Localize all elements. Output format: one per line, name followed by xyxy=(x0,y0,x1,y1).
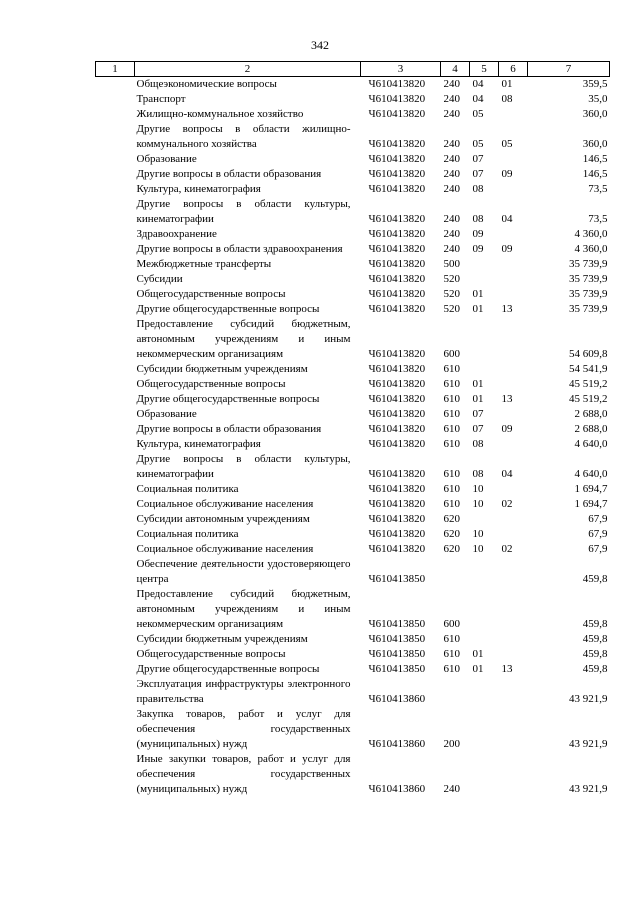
cell-name: Общегосударственные вопросы xyxy=(136,648,286,660)
cell-vr: 240 xyxy=(443,228,460,240)
cell-name: Субсидии бюджетным учреждениям xyxy=(136,633,308,645)
cell-empty xyxy=(96,152,135,167)
cell-rz: 07 xyxy=(472,153,484,165)
cell-code: Ч610413820 xyxy=(368,393,426,405)
cell-name: Субсидии бюджетным учреждениям xyxy=(136,363,308,375)
cell-rz xyxy=(470,557,499,587)
cell-empty xyxy=(96,167,135,182)
cell-pr xyxy=(499,632,528,647)
cell-pr xyxy=(499,317,528,362)
cell-rz: 10 xyxy=(472,498,484,510)
cell-amount: 1 694,7 xyxy=(574,498,608,510)
cell-name: Предоставление субсидий бюджетным, автономным учреждениям и иным некоммерческим организациям xyxy=(136,588,351,630)
cell-pr xyxy=(499,107,528,122)
cell-amount: 45 519,2 xyxy=(569,393,608,405)
cell-amount: 35,0 xyxy=(588,93,608,105)
table-row xyxy=(96,422,610,437)
table-row xyxy=(96,662,610,677)
cell-empty xyxy=(96,377,135,392)
cell-vr: 610 xyxy=(443,393,460,405)
cell-vr: 240 xyxy=(443,108,460,120)
cell-pr: 02 xyxy=(501,498,513,510)
cell-empty xyxy=(96,542,135,557)
table-row xyxy=(96,302,610,317)
cell-code: Ч610413850 xyxy=(368,573,426,585)
budget-table xyxy=(95,61,610,797)
cell-pr xyxy=(499,587,528,632)
cell-pr xyxy=(499,152,528,167)
cell-vr: 240 xyxy=(443,168,460,180)
cell-pr xyxy=(499,362,528,377)
table-row xyxy=(96,122,610,152)
column-header-5: 5 xyxy=(470,62,499,77)
cell-code: Ч610413820 xyxy=(368,408,426,420)
cell-empty xyxy=(96,287,135,302)
cell-amount: 73,5 xyxy=(588,213,608,225)
table-row xyxy=(96,242,610,257)
cell-vr: 610 xyxy=(443,483,460,495)
cell-pr xyxy=(499,182,528,197)
cell-rz: 04 xyxy=(472,78,484,90)
cell-empty xyxy=(96,422,135,437)
cell-rz: 08 xyxy=(472,468,484,480)
cell-vr xyxy=(441,677,470,707)
cell-amount: 459,8 xyxy=(582,573,608,585)
cell-pr xyxy=(499,227,528,242)
cell-amount: 67,9 xyxy=(588,513,608,525)
cell-empty xyxy=(96,452,135,482)
cell-vr: 240 xyxy=(443,243,460,255)
cell-amount: 67,9 xyxy=(588,528,608,540)
cell-empty xyxy=(96,707,135,752)
cell-name: Образование xyxy=(136,408,197,420)
cell-code: Ч610413820 xyxy=(368,348,426,360)
cell-rz: 09 xyxy=(472,228,484,240)
table-row xyxy=(96,152,610,167)
cell-rz: 08 xyxy=(472,183,484,195)
cell-vr: 610 xyxy=(443,378,460,390)
cell-code: Ч610413860 xyxy=(368,693,426,705)
cell-name: Другие вопросы в области культуры, кинематографии xyxy=(136,453,351,480)
cell-pr xyxy=(499,377,528,392)
table-row xyxy=(96,452,610,482)
cell-name: Другие вопросы в области здравоохранения xyxy=(136,243,343,255)
cell-rz: 07 xyxy=(472,408,484,420)
cell-rz: 01 xyxy=(472,378,484,390)
cell-vr: 610 xyxy=(443,423,460,435)
cell-vr: 600 xyxy=(443,348,460,360)
cell-vr: 610 xyxy=(443,468,460,480)
cell-name: Субсидии автономным учреждениям xyxy=(136,513,310,525)
table-row xyxy=(96,362,610,377)
table-row xyxy=(96,257,610,272)
cell-amount: 54 609,8 xyxy=(569,348,608,360)
table-row xyxy=(96,167,610,182)
cell-vr: 610 xyxy=(443,438,460,450)
cell-rz xyxy=(470,707,499,752)
table-row xyxy=(96,227,610,242)
cell-name: Другие вопросы в области образования xyxy=(136,168,322,180)
cell-name: Жилищно-коммунальное хозяйство xyxy=(136,108,304,120)
page-number: 342 xyxy=(311,38,329,52)
cell-pr: 13 xyxy=(501,303,513,315)
cell-name: Образование xyxy=(136,153,197,165)
cell-empty xyxy=(96,677,135,707)
table-header-row xyxy=(96,62,610,77)
table-row xyxy=(96,317,610,362)
table-row xyxy=(96,197,610,227)
cell-rz: 05 xyxy=(472,108,484,120)
table-row xyxy=(96,527,610,542)
cell-empty xyxy=(96,107,135,122)
cell-code: Ч610413820 xyxy=(368,183,426,195)
cell-rz: 08 xyxy=(472,213,484,225)
cell-empty xyxy=(96,557,135,587)
cell-pr xyxy=(499,272,528,287)
cell-code: Ч610413820 xyxy=(368,138,426,150)
cell-pr: 09 xyxy=(501,423,513,435)
cell-code: Ч610413820 xyxy=(368,273,426,285)
cell-empty xyxy=(96,362,135,377)
cell-amount: 35 739,9 xyxy=(569,273,608,285)
table-row xyxy=(96,437,610,452)
cell-rz: 05 xyxy=(472,138,484,150)
cell-name: Другие общегосударственные вопросы xyxy=(136,393,320,405)
table-row xyxy=(96,272,610,287)
cell-vr: 610 xyxy=(443,363,460,375)
cell-pr xyxy=(499,557,528,587)
cell-pr: 01 xyxy=(501,78,513,90)
cell-name: Социальное обслуживание населения xyxy=(136,543,314,555)
cell-code: Ч610413860 xyxy=(368,783,426,795)
cell-vr: 240 xyxy=(443,93,460,105)
table-row xyxy=(96,92,610,107)
table-row xyxy=(96,392,610,407)
table-row xyxy=(96,752,610,797)
cell-name: Общеэкономические вопросы xyxy=(136,78,277,90)
cell-empty xyxy=(96,302,135,317)
table-row xyxy=(96,512,610,527)
cell-name: Обеспечение деятельности удостоверяющего центра xyxy=(136,558,351,585)
cell-rz: 01 xyxy=(472,303,484,315)
cell-code: Ч610413850 xyxy=(368,633,426,645)
cell-vr: 610 xyxy=(443,498,460,510)
cell-amount: 4 360,0 xyxy=(574,228,608,240)
cell-name: Другие вопросы в области образования xyxy=(136,423,322,435)
table-row xyxy=(96,542,610,557)
cell-vr: 240 xyxy=(443,213,460,225)
cell-empty xyxy=(96,497,135,512)
cell-rz xyxy=(470,512,499,527)
table-row xyxy=(96,407,610,422)
cell-pr: 08 xyxy=(501,93,513,105)
cell-empty xyxy=(96,77,135,93)
cell-code: Ч610413820 xyxy=(368,93,426,105)
cell-code: Ч610413820 xyxy=(368,363,426,375)
cell-empty xyxy=(96,482,135,497)
table-row xyxy=(96,377,610,392)
cell-name: Другие вопросы в области культуры, кинематографии xyxy=(136,198,351,225)
column-header-6: 6 xyxy=(499,62,528,77)
cell-amount: 4 640,0 xyxy=(574,438,608,450)
cell-amount: 2 688,0 xyxy=(574,423,608,435)
cell-name: Транспорт xyxy=(136,93,186,105)
table-row xyxy=(96,557,610,587)
cell-rz xyxy=(470,257,499,272)
cell-amount: 43 921,9 xyxy=(569,783,608,795)
table-body xyxy=(96,77,610,798)
cell-pr xyxy=(499,677,528,707)
cell-code: Ч610413820 xyxy=(368,423,426,435)
cell-amount: 35 739,9 xyxy=(569,258,608,270)
cell-code: Ч610413820 xyxy=(368,78,426,90)
cell-amount: 43 921,9 xyxy=(569,738,608,750)
cell-empty xyxy=(96,257,135,272)
cell-amount: 4 360,0 xyxy=(574,243,608,255)
cell-vr: 240 xyxy=(443,78,460,90)
cell-rz: 08 xyxy=(472,438,484,450)
cell-amount: 1 694,7 xyxy=(574,483,608,495)
cell-name: Другие вопросы в области жилищно-коммунального хозяйства xyxy=(136,123,351,150)
cell-rz xyxy=(470,272,499,287)
cell-pr: 02 xyxy=(501,543,513,555)
cell-pr xyxy=(499,257,528,272)
cell-vr: 610 xyxy=(443,633,460,645)
cell-empty xyxy=(96,317,135,362)
cell-code: Ч610413820 xyxy=(368,108,426,120)
cell-name: Другие общегосударственные вопросы xyxy=(136,303,320,315)
cell-rz xyxy=(470,317,499,362)
cell-name: Культура, кинематография xyxy=(136,438,261,450)
cell-name: Предоставление субсидий бюджетным, автономным учреждениям и иным некоммерческим организациям xyxy=(136,318,351,360)
column-header-3: 3 xyxy=(361,62,441,77)
cell-name: Культура, кинематография xyxy=(136,183,261,195)
table-row xyxy=(96,482,610,497)
cell-amount: 459,8 xyxy=(582,633,608,645)
column-header-2: 2 xyxy=(135,62,361,77)
cell-amount: 146,5 xyxy=(582,168,608,180)
cell-amount: 2 688,0 xyxy=(574,408,608,420)
cell-empty xyxy=(96,662,135,677)
cell-name: Другие общегосударственные вопросы xyxy=(136,663,320,675)
cell-amount: 459,8 xyxy=(582,663,608,675)
cell-vr: 240 xyxy=(443,153,460,165)
cell-name: Социальная политика xyxy=(136,483,239,495)
cell-pr xyxy=(499,437,528,452)
table-row xyxy=(96,632,610,647)
cell-rz: 01 xyxy=(472,288,484,300)
cell-amount: 459,8 xyxy=(582,618,608,630)
cell-empty xyxy=(96,752,135,797)
cell-code: Ч610413820 xyxy=(368,528,426,540)
cell-code: Ч610413820 xyxy=(368,513,426,525)
cell-name: Общегосударственные вопросы xyxy=(136,378,286,390)
cell-rz: 01 xyxy=(472,648,484,660)
cell-code: Ч610413820 xyxy=(368,303,426,315)
cell-amount: 43 921,9 xyxy=(569,693,608,705)
cell-rz: 10 xyxy=(472,543,484,555)
cell-code: Ч610413820 xyxy=(368,168,426,180)
cell-pr xyxy=(499,482,528,497)
cell-amount: 146,5 xyxy=(582,153,608,165)
cell-rz xyxy=(470,362,499,377)
cell-name: Закупка товаров, работ и услуг для обеспечения государственных (муниципальных) нужд xyxy=(136,708,351,750)
cell-empty xyxy=(96,647,135,662)
cell-code: Ч610413820 xyxy=(368,228,426,240)
cell-vr xyxy=(441,557,470,587)
cell-empty xyxy=(96,632,135,647)
cell-code: Ч610413820 xyxy=(368,288,426,300)
cell-empty xyxy=(96,512,135,527)
cell-code: Ч610413820 xyxy=(368,483,426,495)
cell-vr: 240 xyxy=(443,783,460,795)
cell-pr: 05 xyxy=(501,138,513,150)
cell-rz: 01 xyxy=(472,663,484,675)
cell-name: Межбюджетные трансферты xyxy=(136,258,272,270)
cell-pr xyxy=(499,407,528,422)
table-row xyxy=(96,707,610,752)
column-header-4: 4 xyxy=(441,62,470,77)
cell-pr: 13 xyxy=(501,393,513,405)
cell-amount: 35 739,9 xyxy=(569,303,608,315)
cell-pr xyxy=(499,527,528,542)
cell-amount: 360,0 xyxy=(582,108,608,120)
cell-rz: 01 xyxy=(472,393,484,405)
table-row xyxy=(96,497,610,512)
table-row xyxy=(96,182,610,197)
cell-code: Ч610413820 xyxy=(368,243,426,255)
cell-empty xyxy=(96,197,135,227)
cell-rz xyxy=(470,677,499,707)
cell-empty xyxy=(96,182,135,197)
cell-pr xyxy=(499,647,528,662)
cell-rz: 07 xyxy=(472,168,484,180)
table-row xyxy=(96,107,610,122)
cell-vr: 600 xyxy=(443,618,460,630)
cell-empty xyxy=(96,227,135,242)
cell-amount: 54 541,9 xyxy=(569,363,608,375)
cell-vr: 610 xyxy=(443,648,460,660)
cell-pr xyxy=(499,752,528,797)
cell-code: Ч610413850 xyxy=(368,618,426,630)
cell-vr: 610 xyxy=(443,408,460,420)
table-row xyxy=(96,647,610,662)
table-row xyxy=(96,287,610,302)
cell-code: Ч610413820 xyxy=(368,543,426,555)
cell-empty xyxy=(96,92,135,107)
cell-vr: 610 xyxy=(443,663,460,675)
cell-name: Социальная политика xyxy=(136,528,239,540)
table-row xyxy=(96,587,610,632)
cell-vr: 520 xyxy=(443,303,460,315)
cell-name: Эксплуатация инфраструктуры электронного правительства xyxy=(136,678,351,705)
cell-amount: 45 519,2 xyxy=(569,378,608,390)
cell-amount: 35 739,9 xyxy=(569,288,608,300)
cell-code: Ч610413820 xyxy=(368,498,426,510)
cell-amount: 459,8 xyxy=(582,648,608,660)
cell-rz: 04 xyxy=(472,93,484,105)
cell-code: Ч610413820 xyxy=(368,378,426,390)
cell-name: Здравоохранение xyxy=(136,228,217,240)
cell-pr: 04 xyxy=(501,213,513,225)
cell-pr xyxy=(499,707,528,752)
cell-vr: 200 xyxy=(443,738,460,750)
cell-code: Ч610413850 xyxy=(368,648,426,660)
cell-vr: 520 xyxy=(443,288,460,300)
cell-pr: 04 xyxy=(501,468,513,480)
cell-code: Ч610413820 xyxy=(368,153,426,165)
cell-vr: 620 xyxy=(443,543,460,555)
cell-vr: 500 xyxy=(443,258,460,270)
cell-vr: 620 xyxy=(443,528,460,540)
cell-code: Ч610413820 xyxy=(368,468,426,480)
cell-rz: 07 xyxy=(472,423,484,435)
cell-empty xyxy=(96,527,135,542)
cell-rz xyxy=(470,587,499,632)
cell-rz: 10 xyxy=(472,483,484,495)
cell-amount: 360,0 xyxy=(582,138,608,150)
cell-name: Общегосударственные вопросы xyxy=(136,288,286,300)
cell-empty xyxy=(96,437,135,452)
table-row xyxy=(96,677,610,707)
cell-amount: 359,5 xyxy=(582,78,608,90)
cell-rz: 10 xyxy=(472,528,484,540)
cell-pr: 09 xyxy=(501,168,513,180)
cell-code: Ч610413820 xyxy=(368,258,426,270)
cell-amount: 73,5 xyxy=(588,183,608,195)
cell-vr: 520 xyxy=(443,273,460,285)
cell-pr: 13 xyxy=(501,663,513,675)
cell-name: Субсидии xyxy=(136,273,183,285)
cell-empty xyxy=(96,407,135,422)
cell-vr: 240 xyxy=(443,183,460,195)
cell-empty xyxy=(96,587,135,632)
cell-amount: 4 640,0 xyxy=(574,468,608,480)
cell-empty xyxy=(96,392,135,407)
cell-empty xyxy=(96,242,135,257)
cell-empty xyxy=(96,122,135,152)
cell-code: Ч610413860 xyxy=(368,738,426,750)
cell-amount: 67,9 xyxy=(588,543,608,555)
cell-vr: 240 xyxy=(443,138,460,150)
cell-code: Ч610413820 xyxy=(368,213,426,225)
cell-rz xyxy=(470,632,499,647)
cell-code: Ч610413850 xyxy=(368,663,426,675)
column-header-7: 7 xyxy=(528,62,610,77)
cell-pr: 09 xyxy=(501,243,513,255)
cell-name: Социальное обслуживание населения xyxy=(136,498,314,510)
cell-pr xyxy=(499,512,528,527)
cell-empty xyxy=(96,272,135,287)
cell-name: Иные закупки товаров, работ и услуг для обеспечения государственных (муниципальных) нужд xyxy=(136,753,351,795)
cell-rz: 09 xyxy=(472,243,484,255)
cell-pr xyxy=(499,287,528,302)
table-row xyxy=(96,77,610,93)
cell-code: Ч610413820 xyxy=(368,438,426,450)
column-header-1: 1 xyxy=(96,62,135,77)
cell-rz xyxy=(470,752,499,797)
cell-vr: 620 xyxy=(443,513,460,525)
